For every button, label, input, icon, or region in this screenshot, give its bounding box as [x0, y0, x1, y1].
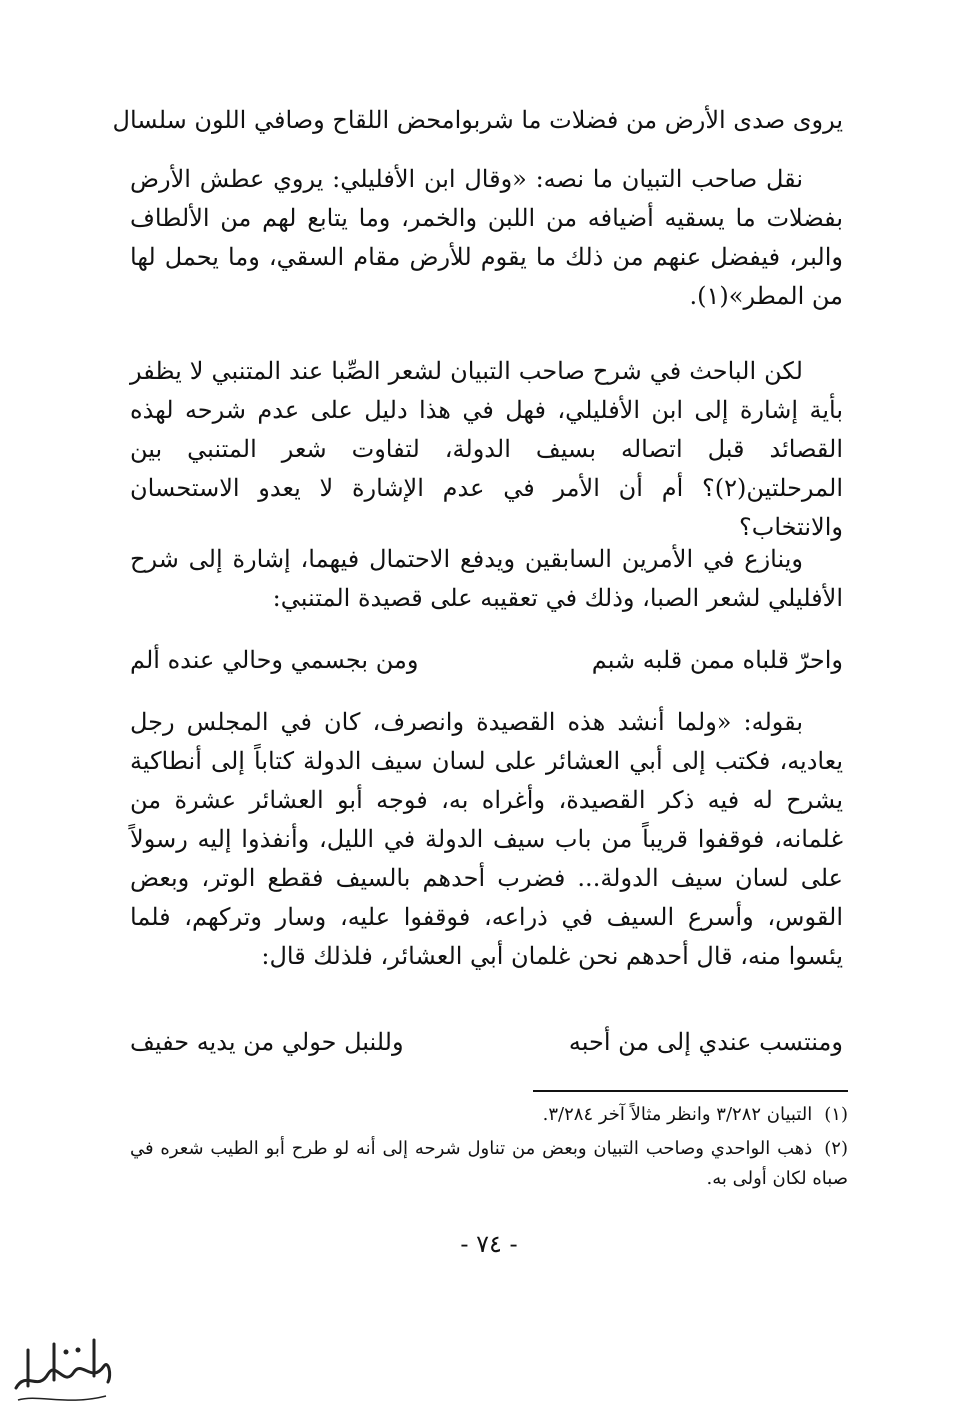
paragraph-2: لكن الباحث في شرح صاحب التبيان لشعر الصِّبا عند المتنبي لا يظفر بأية إشارة إلى ابن الأفليلي، فهل في هذا دليل على عدم شرحه لهذه القصائد قبل اتصاله بسيف الدولة، لتفاوت شعر المتنبي بين المرحلتين(٢)؟ أم أن الأمر في عدم الإشارة لا يعدو الاستحسان والانتخاب؟ [130, 357, 843, 541]
footnote-number: (١) [824, 1104, 848, 1125]
verse-line-1 [112, 100, 843, 140]
footnote-2 [130, 1134, 848, 1194]
verse-second-hemistich: وللنبل حولي من يديه حفيف [130, 1028, 404, 1056]
footnote-1 [130, 1100, 848, 1130]
paragraph-4: بقوله: «ولما أنشد هذه القصيدة وانصرف، كان في المجلس رجل يعاديه، فكتب إلى أبي العشائر على لسان سيف الدولة كتاباً إلى أنطاكية يشرح له فيه ذكر القصيدة، وأغراه به، فوجه أبو العشائر عشرة من غلمانه، فوقفوا قريباً من باب سيف الدولة في الليل، وأنفذوا إليه رسولاً على لسان سيف الدولة... فضرب أحدهم بالسيف فقطع الوتر، وبعض القوس، وأسرع السيف في ذراعه، فوقفوا عليه، وسار وتركهم، فلما يئسوا منه، قال أحدهم نحن غلمان أبي العشائر، فلذلك قال: [130, 708, 843, 970]
calligraphy-logo [8, 1330, 118, 1410]
footnote-separator [533, 1090, 848, 1092]
verse-second-hemistich: ومن بجسمي وحالي عنده ألم [130, 646, 419, 674]
verse-first-hemistich: واحرّ قلباه ممن قلبه شبم [591, 646, 843, 674]
verse-line-2 [130, 640, 843, 680]
verse-line-3 [130, 1022, 843, 1062]
footnote-text: التبيان ٣/٢٨٢ وانظر مثالاً آخر ٣/٢٨٤. [542, 1104, 813, 1125]
footnote-number: (٢) [824, 1138, 848, 1159]
verse-first-hemistich: يروى صدى الأرض من فضلات ما شربوا [454, 106, 843, 134]
footnote-text: ذهب الواحدي وصاحب التبيان وبعض من تناول شرحه إلى أنه لو طرح أبو الطيب شعره في صباه لكان أولى به. [130, 1138, 848, 1189]
paragraph-1: نقل صاحب التبيان ما نصه: «وقال ابن الأفليلي: يروي عطش الأرض بفضلات ما يسقيه أضيافه من اللبن والخمر، وما يتابع لهم من الألطاف والبر، فيفضل عنهم من ذلك ما يقوم للأرض مقام السقي، وما يحمل لها من المطر»(١). [130, 165, 843, 310]
verse-second-hemistich: محض اللقاح وصافي اللون سلسال [112, 106, 455, 134]
page-number: - ٧٤ - [460, 1230, 518, 1258]
paragraph-3: وينازع في الأمرين السابقين ويدفع الاحتمال فيهما، إشارة إلى شرح الأفليلي لشعر الصبا، وذلك في تعقيبه على قصيدة المتنبي: [130, 545, 843, 612]
verse-first-hemistich: ومنتسب عندي إلى من أحبه [568, 1028, 843, 1056]
